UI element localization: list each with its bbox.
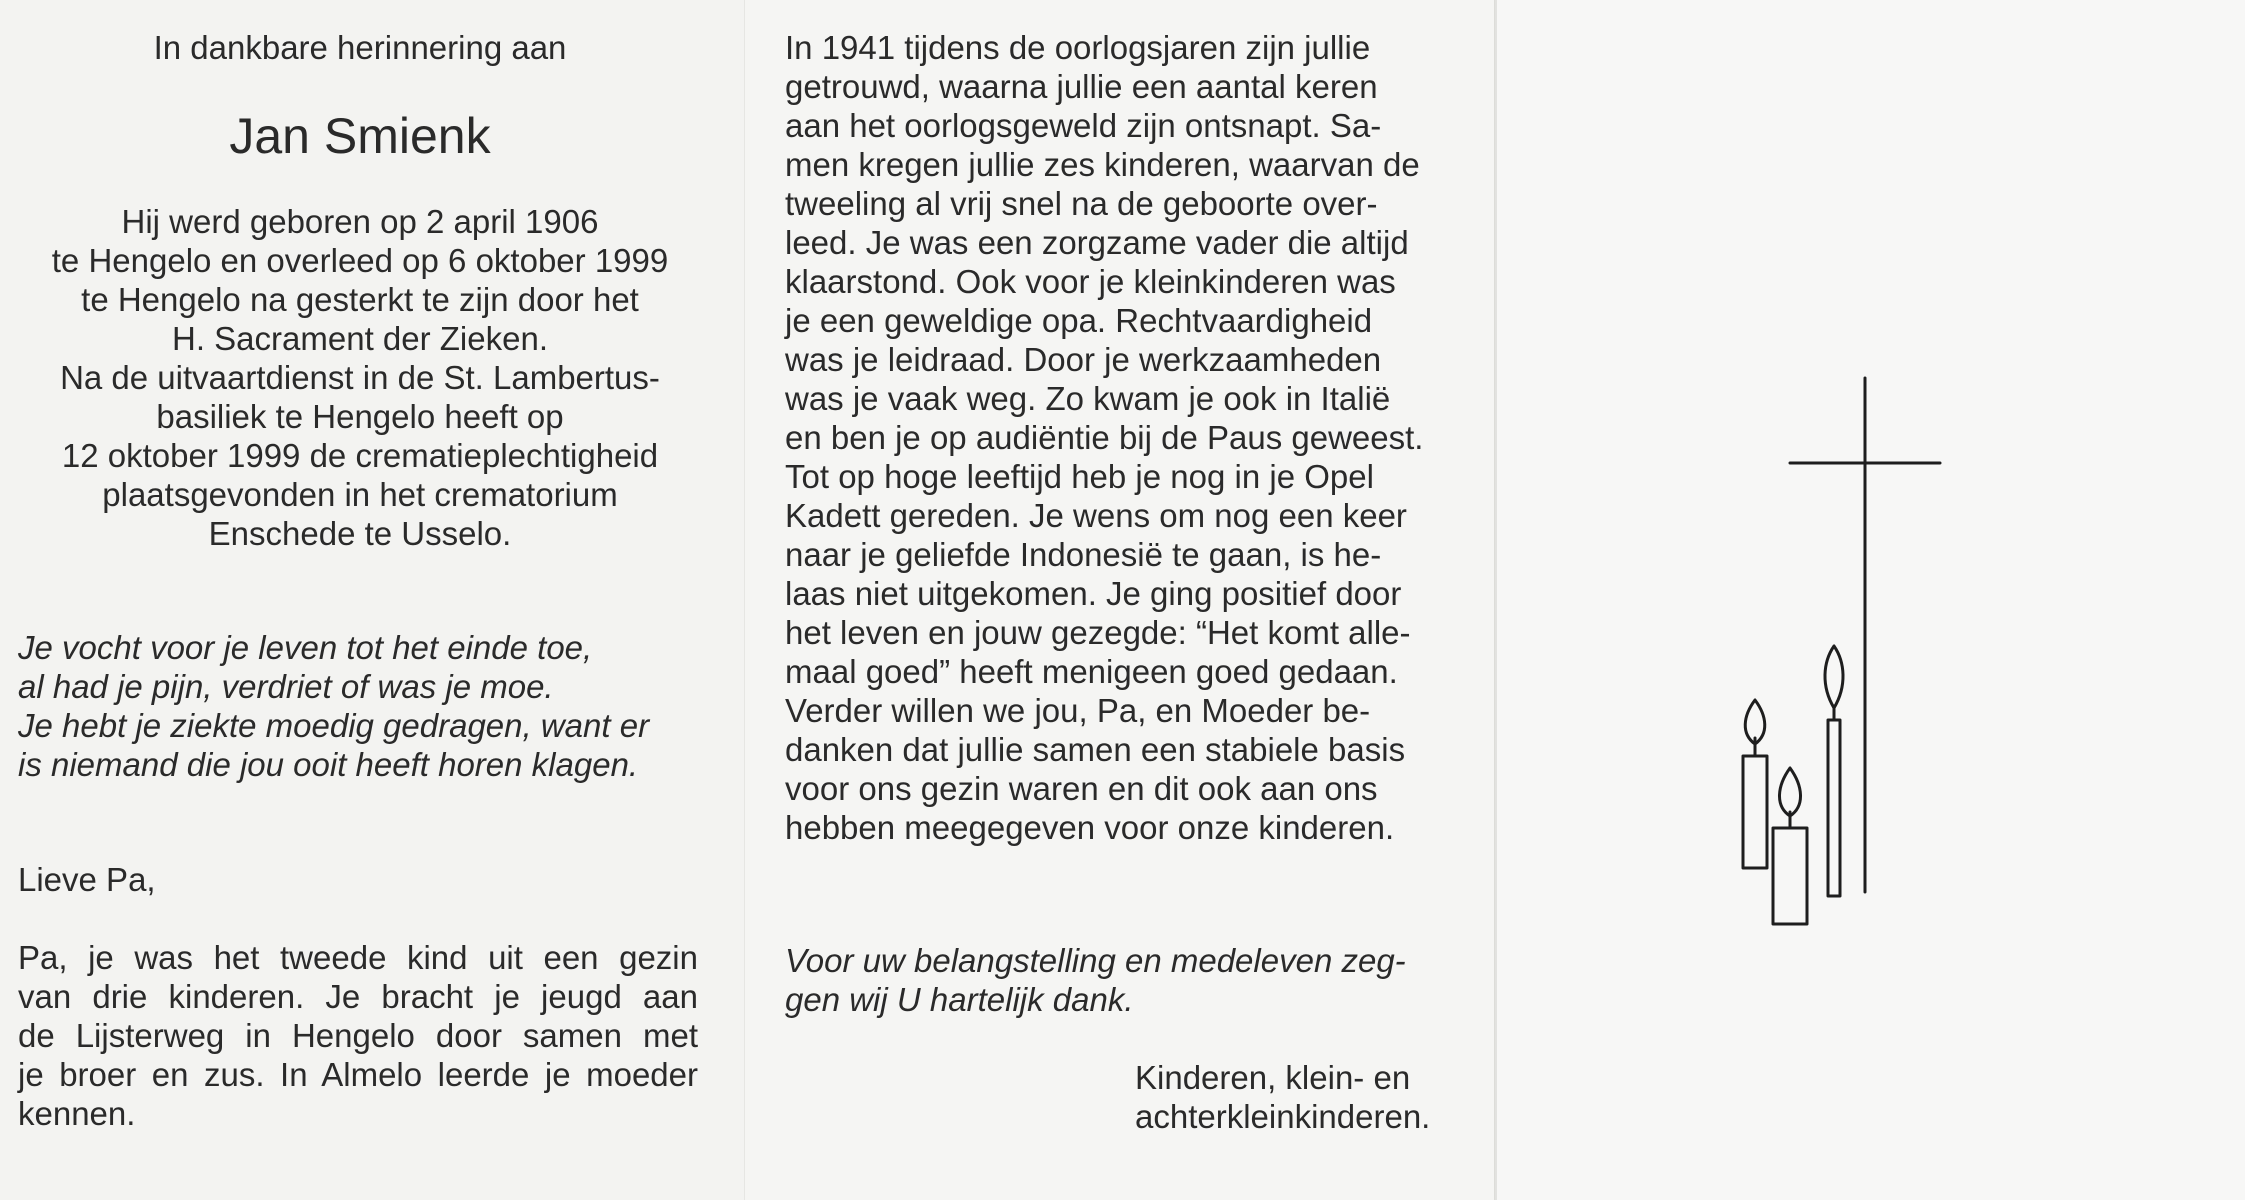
letter-line: van drie kinderen. Je bracht je jeugd aan [18, 978, 698, 1015]
bio-line: te Hengelo na gesterkt te zijn door het [81, 281, 639, 318]
bio-line: H. Sacrament der Zieken. [172, 320, 548, 357]
bio-line: Hij werd geboren op 2 april 1906 [121, 203, 599, 240]
candle-middle [1773, 768, 1807, 924]
candle-left [1743, 700, 1767, 868]
poem-line: Je hebt je ziekte moedig gedragen, want er [18, 707, 650, 744]
left-panel [0, 0, 745, 1200]
poem-line: is niemand die jou ooit heeft horen klagen. [18, 746, 639, 783]
cross-and-candles-icon [1497, 0, 2245, 1200]
letter-line: was je vaak weg. Zo kwam je ook in Italië [785, 380, 1391, 417]
middle-panel [745, 0, 1495, 1200]
letter-line: en ben je op audiëntie bij de Paus geweest. [785, 419, 1424, 456]
right-panel [1495, 0, 2245, 1200]
letter-line: Verder willen we jou, Pa, en Moeder be- [785, 692, 1371, 729]
letter-line: Kadett gereden. Je wens om nog een keer [785, 497, 1407, 534]
deceased-name: Jan Smienk [229, 108, 491, 164]
letter-line: naar je geliefde Indonesië te gaan, is he- [785, 536, 1382, 573]
letter-line: danken dat jullie samen een stabiele basis [785, 731, 1406, 768]
bio-line: Na de uitvaartdienst in de St. Lambertus- [60, 359, 660, 396]
thanks-line: gen wij U hartelijk dank. [785, 981, 1134, 1018]
greeting: Lieve Pa, [18, 861, 156, 898]
letter-line: getrouwd, waarna jullie een aantal keren [785, 68, 1378, 105]
poem-line: Je vocht voor je leven tot het einde toe, [18, 629, 593, 666]
signature-line: achterkleinkinderen. [1135, 1098, 1431, 1135]
bio-line: basiliek te Hengelo heeft op [156, 398, 564, 435]
candle-right [1825, 646, 1843, 896]
letter-line: kennen. [18, 1095, 136, 1132]
letter-line: je broer en zus. In Almelo leerde je moeder [18, 1056, 698, 1093]
letter-line: tweeling al vrij snel na de geboorte over- [785, 185, 1378, 222]
letter-line: laas niet uitgekomen. Je ging positief door [785, 575, 1402, 612]
signature-line: Kinderen, klein- en [1135, 1059, 1411, 1096]
poem-line: al had je pijn, verdriet of was je moe. [18, 668, 554, 705]
letter-line: de Lijsterweg in Hengelo door samen met [18, 1017, 698, 1054]
letter-line: klaarstond. Ook voor je kleinkinderen was [785, 263, 1396, 300]
letter-line: hebben meegegeven voor onze kinderen. [785, 809, 1395, 846]
letter-line: voor ons gezin waren en dit ook aan ons [785, 770, 1378, 807]
letter-line: men kregen jullie zes kinderen, waarvan de [785, 146, 1420, 183]
letter-line: het leven en jouw gezegde: “Het komt alle- [785, 614, 1411, 651]
letter-line: leed. Je was een zorgzame vader die altijd [785, 224, 1409, 261]
letter-line: was je leidraad. Door je werkzaamheden [785, 341, 1382, 378]
letter-line: maal goed” heeft menigeen goed gedaan. [785, 653, 1398, 690]
bio-line: Enschede te Usselo. [208, 515, 512, 552]
letter-line: aan het oorlogsgeweld zijn ontsnapt. Sa- [785, 107, 1382, 144]
intro-heading: In dankbare herinnering aan [153, 29, 567, 66]
thanks-line: Voor uw belangstelling en medeleven zeg- [785, 942, 1406, 979]
bio-line: te Hengelo en overleed op 6 oktober 1999 [51, 242, 669, 279]
letter-line: je een geweldige opa. Rechtvaardigheid [785, 302, 1373, 339]
letter-line: Tot op hoge leeftijd heb je nog in je Opel [785, 458, 1374, 495]
letter-line: Pa, je was het tweede kind uit een gezin [18, 939, 698, 976]
letter-line: In 1941 tijdens de oorlogsjaren zijn jullie [785, 29, 1371, 66]
bio-line: 12 oktober 1999 de crematieplechtigheid [61, 437, 659, 474]
bio-line: plaatsgevonden in het crematorium [102, 476, 618, 513]
